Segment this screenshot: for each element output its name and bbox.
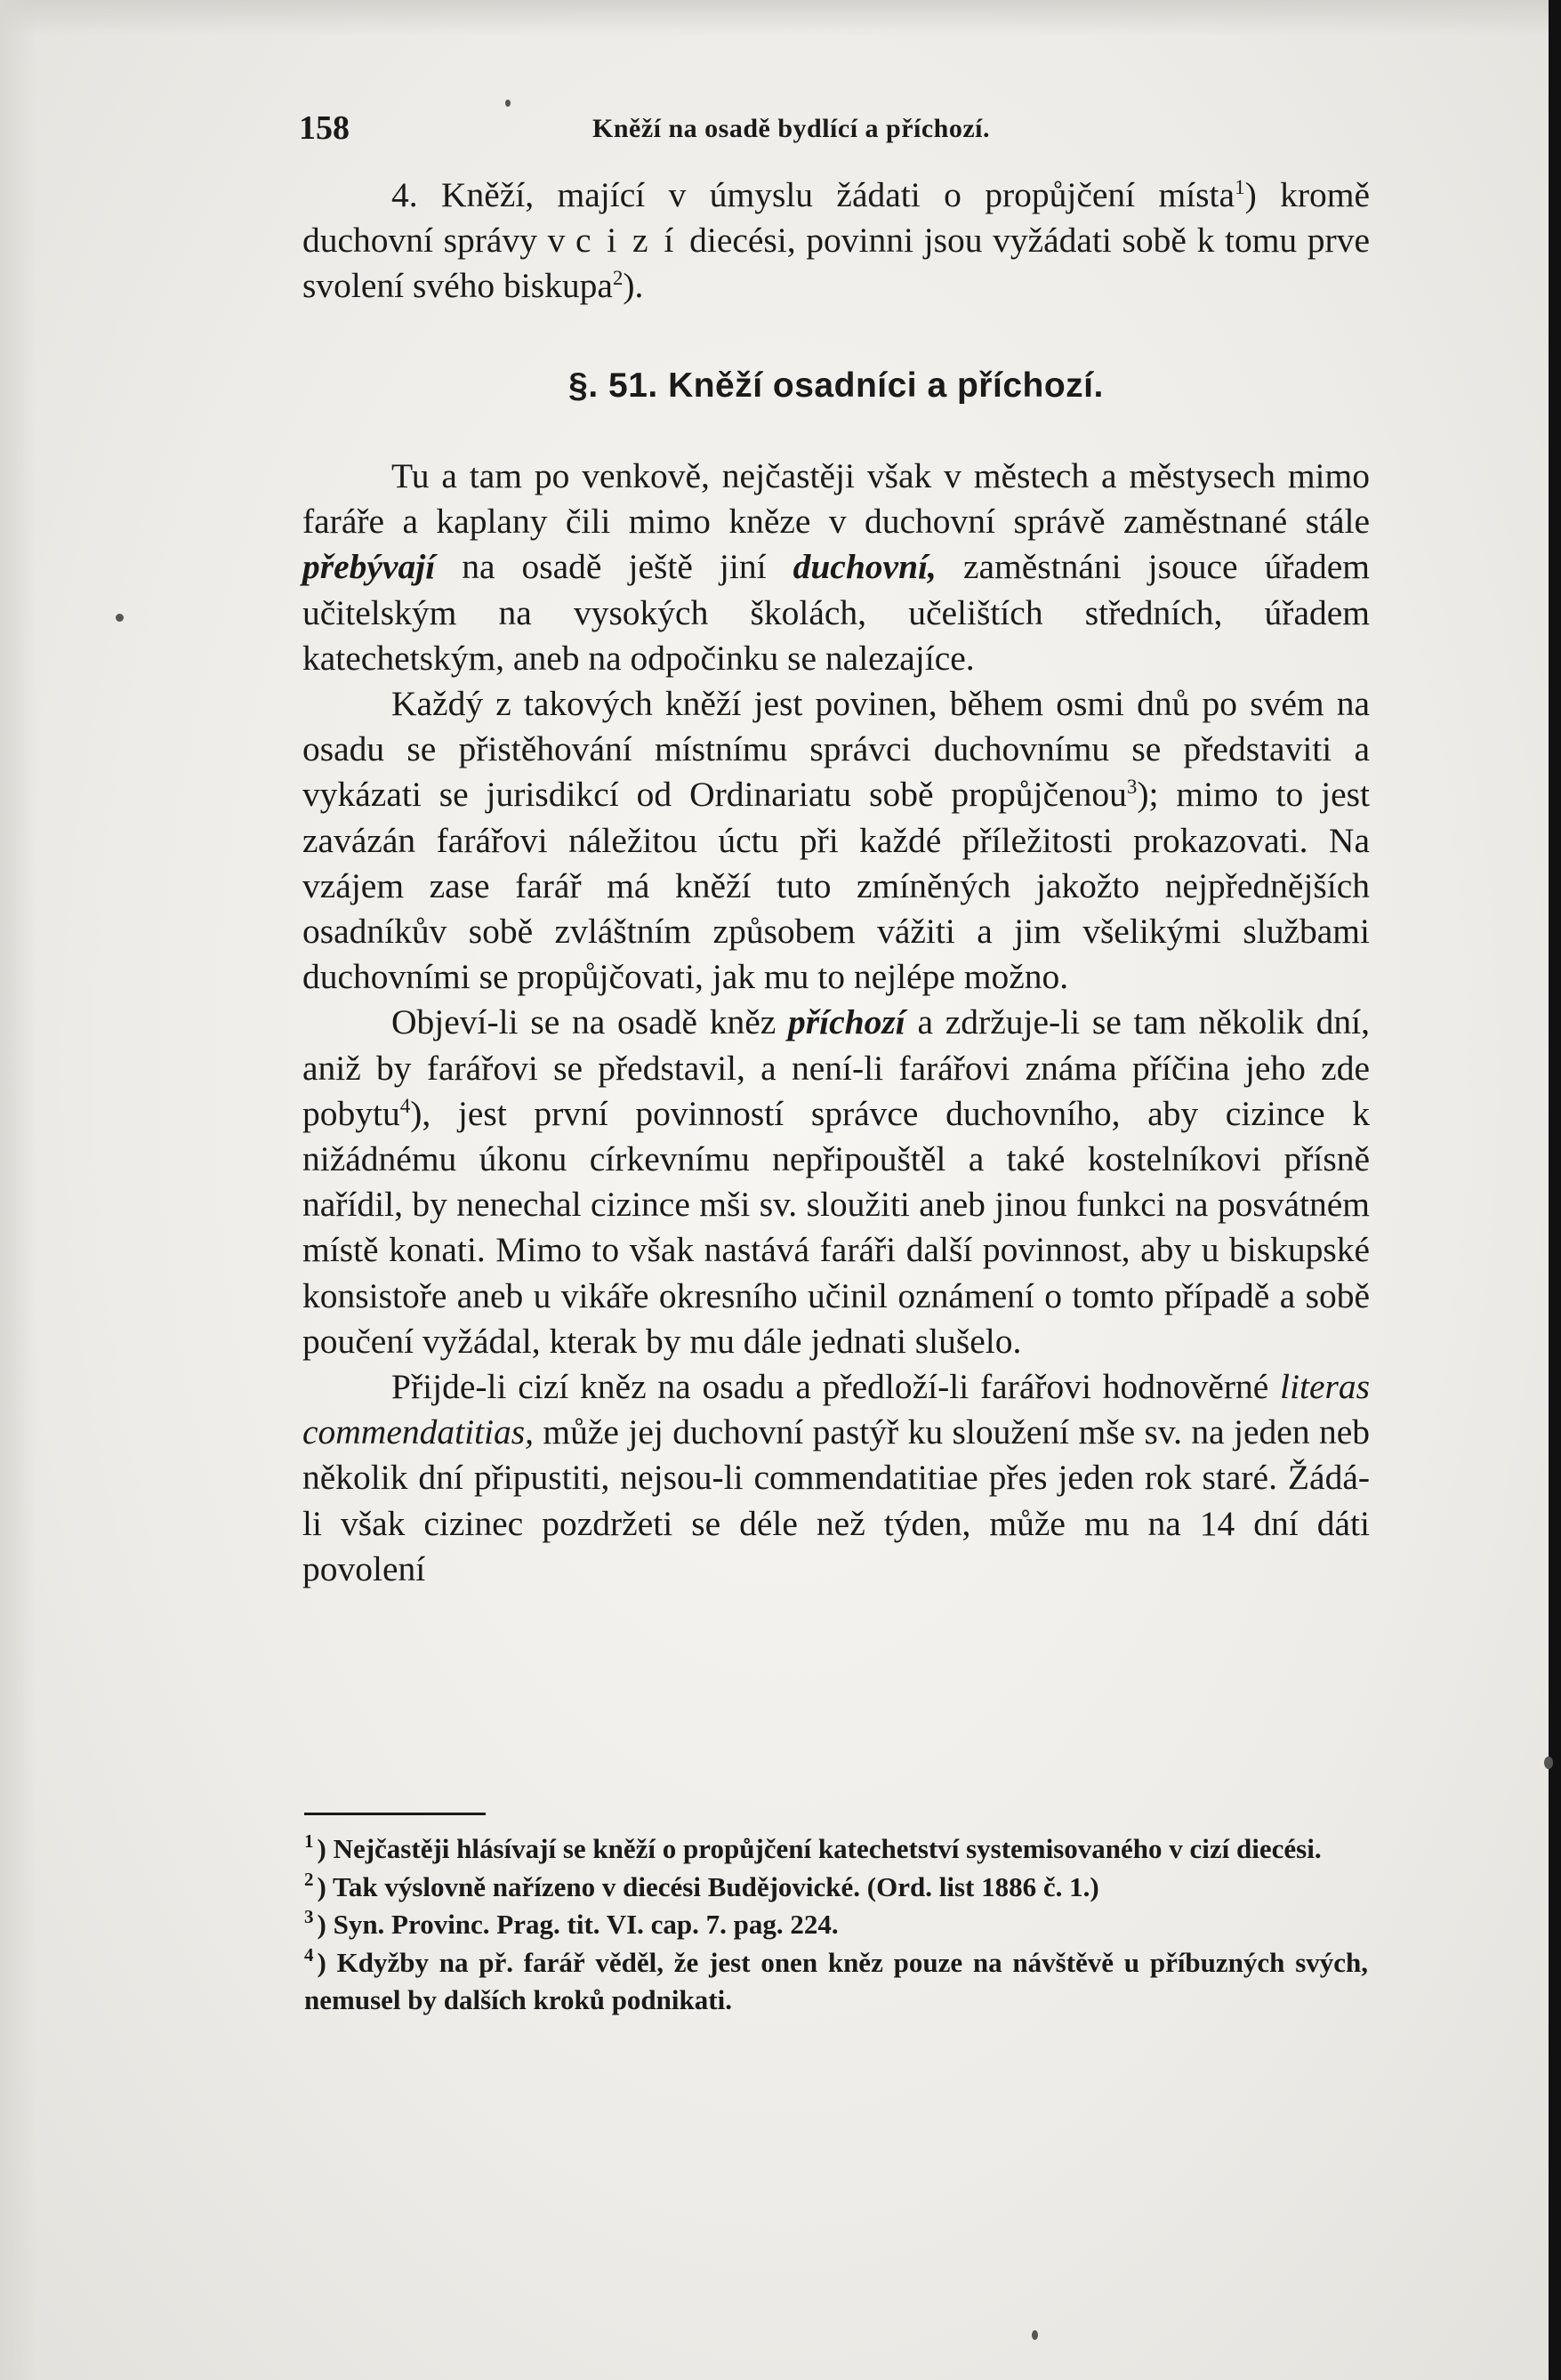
intro-text: 4. Kněží, mající v úmyslu žádati o propůjčení místa: [391, 175, 1235, 214]
footnote: $^3$ ) Syn. Provinc. Prag. tit. VI. cap. 7. pag. 224.: [304, 1906, 839, 1940]
footnote-ref: 2: [612, 267, 624, 290]
intro-text: ) kromě duchovní správy v: [302, 175, 1370, 261]
emphasis: literas commendatitias,: [302, 1367, 1370, 1452]
intro-text: diecési, povinni jsou vyžádati sobě k tomu prve svolení svého biskupa: [302, 221, 1370, 306]
intro-text: ).: [623, 266, 644, 306]
paragraph: Tu a tam po venkově, nejčastěji však v městech a městysech mimo faráře a kaplany čili mimo kněze v duchovní správě zaměstnané stále přebývají na osadě ještě jiní duchovní, zaměstnáni jsouce úřadem učitelským na vysokých školách, učelištích středních, úřadem katechetským, aneb na odpočinku se nalezajíce.: [302, 456, 1371, 678]
intro-paragraph: [302, 173, 1370, 310]
scan-speck: [116, 614, 124, 622]
page-shadow-top: [0, 0, 1561, 36]
footnote: $^1$ ) Nejčastěji hlásívají se kněží o propůjčení katechetství systemisovaného v cizí diecési.: [304, 1830, 1322, 1864]
scan-border-right: [1549, 0, 1561, 2380]
paragraph: Objeví-li se na osadě kněz příchozí a zdržuje-li se tam několik dní, aniž by farářovi se představil, a není-li farářovi známa příčina jeho zde pobytu$^4$), jest první povinností správce duchovního, aby cizince k nižádnému úkonu církevnímu nepřipouštěl a také kostelníkovi přísně nařídil, by nenechal cizince mši sv. sloužiti aneb jinou funkci na posvátném místě konati. Mimo to však nastává faráři další povinnost, aby u biskupské konsistoře aneb u vikáře okresního učinil oznámení o tomto případě a sobě poučení vyžádal, kterak by mu dále jednati slušelo.: [302, 1002, 1371, 1361]
paragraph: Každý z takových kněží jest povinen, během osmi dnů po svém na osadu se přistěhování místnímu správci duchovnímu se představiti a vykázati se jurisdikcí od Ordinariatu sobě propůjčenou$^3$); mimo to jest zavázán farářovi náležitou úctu při každé příležitosti prokazovati. Na vzájem zase farář má kněží tuto zmíněných jakožto nejpřednějších osadníkův sobě zvláštním způsobem vážiti a jim všelikými službami duchovními se propůjčovati, jak mu to nejlépe možno.: [302, 684, 1370, 997]
paragraph: Přijde-li cizí kněz na osadu a předloží-li farářovi hodnověrné literas commendatitias, může jej duchovní pastýř ku sloužení mše sv. na jeden neb několik dní připustiti, nejsou-li commendatitiae přes jeden rok staré. Žádá-li však cizinec pozdržeti se déle než týden, může mu na 14 dní dáti povolení: [302, 1367, 1371, 1588]
emphasis: duchovní,: [793, 547, 937, 587]
page-header: [299, 109, 1366, 153]
footnote-ref: 1: [1235, 176, 1245, 198]
emphasis: příchozí: [788, 1002, 905, 1042]
footnote-ref: 3: [1126, 776, 1138, 799]
scan-speck: [1544, 1757, 1553, 1769]
emphasis: přebývají: [302, 547, 436, 587]
footnote: $^2$ ) Tak výslovně nařízeno v diecési Budějovické. (Ord. list 1886 č. 1.): [304, 1868, 1099, 1902]
footnotes: [304, 1830, 1368, 2020]
main-text: [302, 454, 1370, 1592]
footnote-ref: 4: [399, 1094, 411, 1117]
spaced-word: cizí: [575, 221, 690, 261]
footnote-divider: [304, 1813, 486, 1815]
section-title: §. 51. Kněží osadníci a příchozí.: [568, 366, 1104, 405]
scan-speck: [1032, 2330, 1038, 2340]
scan-speck: [505, 100, 511, 107]
footnote: $^4$ ) Kdyžby na př. farář věděl, že jest onen kněz pouze na návštěvě u příbuzných svých, nemusel by dalších kroků podnikati.: [304, 1943, 1369, 2015]
running-head: Kněží na osadě bydlící a příchozí.: [592, 114, 991, 143]
page-shadow-left: [0, 0, 37, 2380]
page-number: 158: [299, 109, 350, 147]
